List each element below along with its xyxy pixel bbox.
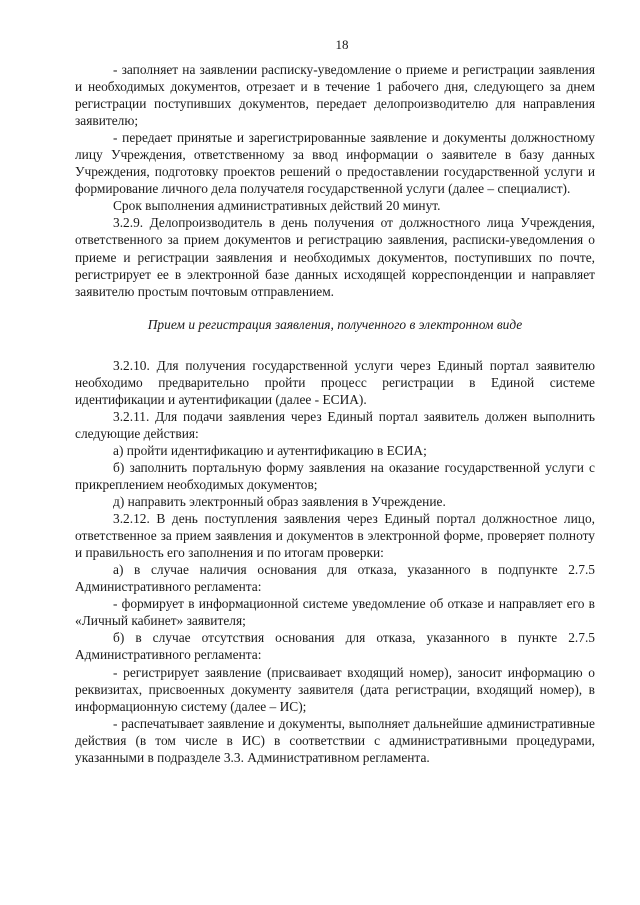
paragraph: 3.2.9. Делопроизводитель в день получения от должностного лица Учреждения, ответственного за прием документов и регистрацию заявления, расписки-уведомления о приеме и регистрации заявления и необходимых документов, поступивших по почте, регистрирует ее в электронной базе данных исходящей корреспонденции и направляет заявителю простым почтовым отправлением.	[75, 215, 595, 299]
paragraph: - формирует в информационной системе уведомление об отказе и направляет его в «Личный кабинет» заявителя;	[75, 596, 595, 629]
paragraph: Срок выполнения административных действий 20 минут.	[113, 198, 441, 214]
document-page	[75, 36, 595, 766]
paragraph: а) пройти идентификацию и аутентификацию в ЕСИА;	[113, 442, 427, 458]
paragraph: - регистрирует заявление (присваивает входящий номер), заносит информацию о реквизитах, присвоенных документу заявителя (дата регистрации, входящий номер), в информационную систему (далее – ИС);	[75, 664, 595, 714]
paragraph: д) направить электронный образ заявления в Учреждение.	[113, 494, 446, 510]
section-heading: Прием и регистрация заявления, полученного в электронном виде	[147, 316, 523, 332]
paragraph: - передает принятые и зарегистрированные заявление и документы должностному лицу Учреждения, ответственному за ввод информации о заявителе в базу данных Учреждения, подготовку проектов решений о предоставлении государственной услуги и формирование личного дела получателя государственной услуги (далее – специалист).	[75, 130, 595, 197]
page-number: 18	[335, 37, 349, 52]
paragraph: а) в случае наличия основания для отказа, указанного в подпункте 2.7.5 Административного регламента:	[75, 562, 595, 595]
paragraph: б) заполнить портальную форму заявления на оказание государственной услуги с прикреплением необходимых документов;	[75, 459, 595, 492]
paragraph: - заполняет на заявлении расписку-уведомление о приеме и регистрации заявления и необходимых документов, отрезает и в течение 1 рабочего дня, следующего за днем регистрации поступивших документов, передает делопроизводителю для направления заявителю;	[75, 62, 595, 129]
paragraph: - распечатывает заявление и документы, выполняет дальнейшие административные действия (в том числе в ИС) в соответствии с административными процедурами, указанными в подразделе 3.3. Административном регламента.	[75, 715, 595, 765]
paragraph: 3.2.12. В день поступления заявления через Единый портал должностное лицо, ответственное за прием заявления и документов в электронной форме, проверяет полноту и правильность его заполнения и по итогам проверки:	[75, 511, 595, 561]
paragraph: б) в случае отсутствия основания для отказа, указанного в пункте 2.7.5 Административного регламента:	[75, 630, 595, 663]
paragraph: 3.2.11. Для подачи заявления через Единый портал заявитель должен выполнить следующие действия:	[75, 408, 595, 441]
paragraph: 3.2.10. Для получения государственной услуги через Единый портал заявителю необходимо предварительно пройти процесс регистрации в Единой системе идентификации и аутентификации (далее - ЕСИА).	[75, 357, 595, 407]
